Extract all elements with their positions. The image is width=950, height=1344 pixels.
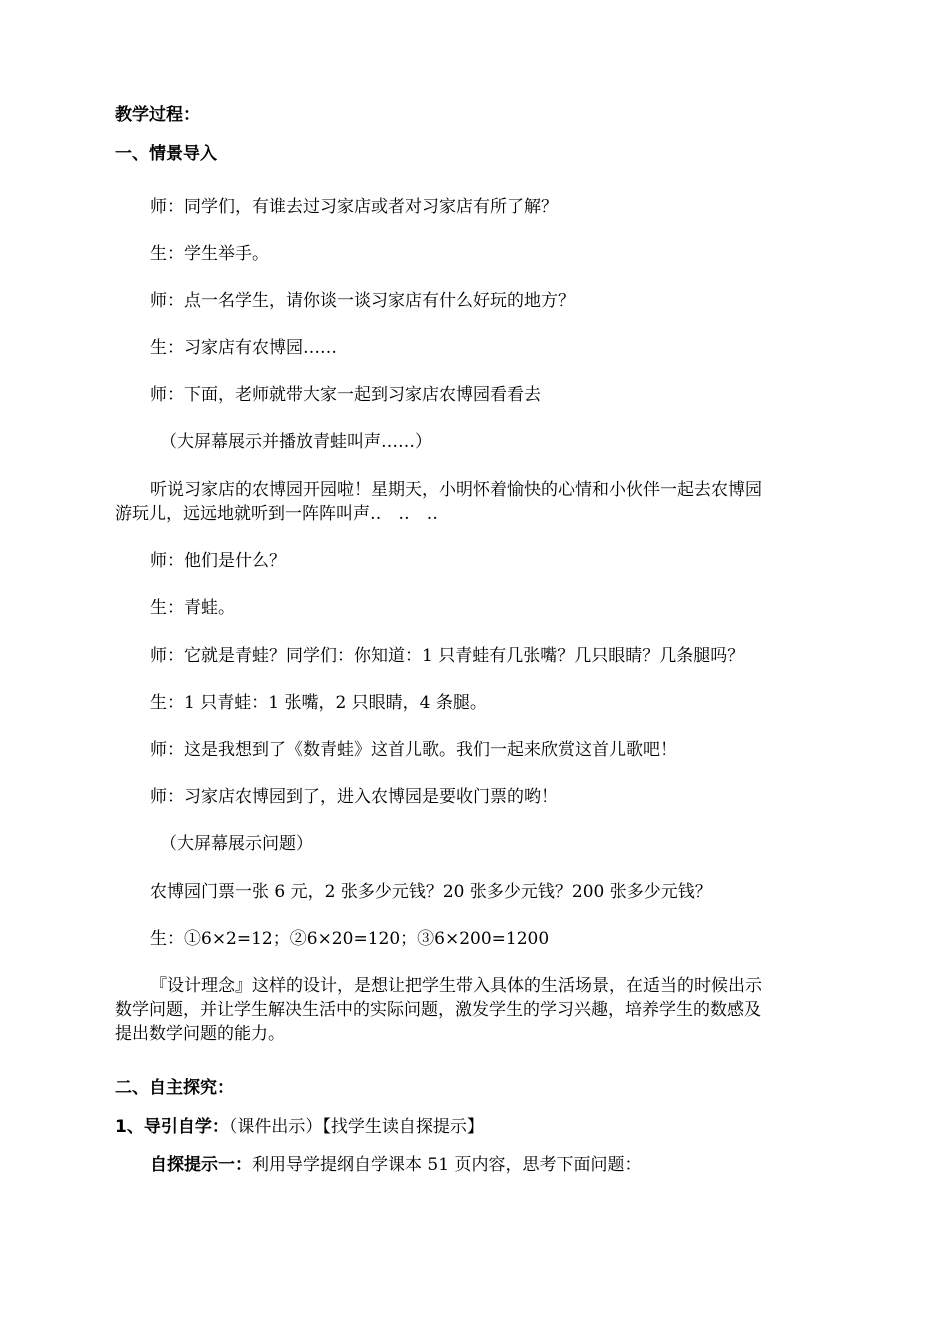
answer-text: 生：①6×2=12；②6×20=120；③6×200=1200 (150, 929, 550, 949)
story-text: 游玩儿，远远地就听到一阵阵叫声‥ ‥ ‥ (115, 504, 439, 524)
dialogue-line: 师：下面，老师就带大家一起到习家店农博园看看去 (150, 385, 541, 405)
page-heading: 教学过程： (115, 105, 200, 125)
dialogue-line: 师：他们是什么？ (150, 551, 286, 571)
hint-line (150, 1154, 641, 1176)
subsection-label: 1、导引自学： (115, 1117, 229, 1137)
dialogue-line: 师：习家店农博园到了，进入农博园是要收门票的哟！ (150, 787, 558, 807)
dialogue-line: 生：习家店有农博园…… (150, 338, 337, 358)
hint-text: 利用导学提纲自学课本 51 页内容，思考下面问题： (252, 1155, 642, 1175)
dialogue-line: 生：青蛙。 (150, 598, 235, 618)
problem-text: 农博园门票一张 6 元，2 张多少元钱？20 张多少元钱？200 张多少元钱？ (150, 882, 712, 902)
dialogue-line: 师：这是我想到了《数青蛙》这首儿歌。我们一起来欣赏这首儿歌吧！ (150, 740, 677, 760)
story-text: 听说习家店的农博园开园啦！星期天，小明怀着愉快的心情和小伙伴一起去农博园 (150, 480, 762, 500)
stage-direction: （大屏幕展示并播放青蛙叫声……） (160, 432, 432, 452)
subsection-text: （课件出示）【找学生读自探提示】 (228, 1117, 484, 1137)
section1-title: 一、情景导入 (115, 144, 217, 164)
dialogue-line: 师：点一名学生，请你谈一谈习家店有什么好玩的地方？ (150, 291, 575, 311)
design-note: 数学问题，并让学生解决生活中的实际问题，激发学生的学习兴趣，培养学生的数感及 (115, 1000, 761, 1020)
dialogue-line: 生：1 只青蛙：1 张嘴，2 只眼睛，4 条腿。 (150, 693, 487, 713)
design-note: 提出数学问题的能力。 (115, 1024, 285, 1044)
dialogue-line: 师：同学们，有谁去过习家店或者对习家店有所了解？ (150, 197, 558, 217)
design-note: 『设计理念』这样的设计，是想让把学生带入具体的生活场景，在适当的时候出示 (150, 976, 762, 996)
stage-direction: （大屏幕展示问题） (160, 834, 313, 854)
dialogue-line: 师：它就是青蛙？同学们：你知道：1 只青蛙有几张嘴？几只眼睛？几条腿吗？ (150, 646, 745, 666)
section2-title: 二、自主探究： (115, 1078, 234, 1098)
hint-label: 自探提示一： (150, 1155, 252, 1175)
dialogue-line: 生：学生举手。 (150, 244, 269, 264)
subsection-line (115, 1116, 484, 1138)
